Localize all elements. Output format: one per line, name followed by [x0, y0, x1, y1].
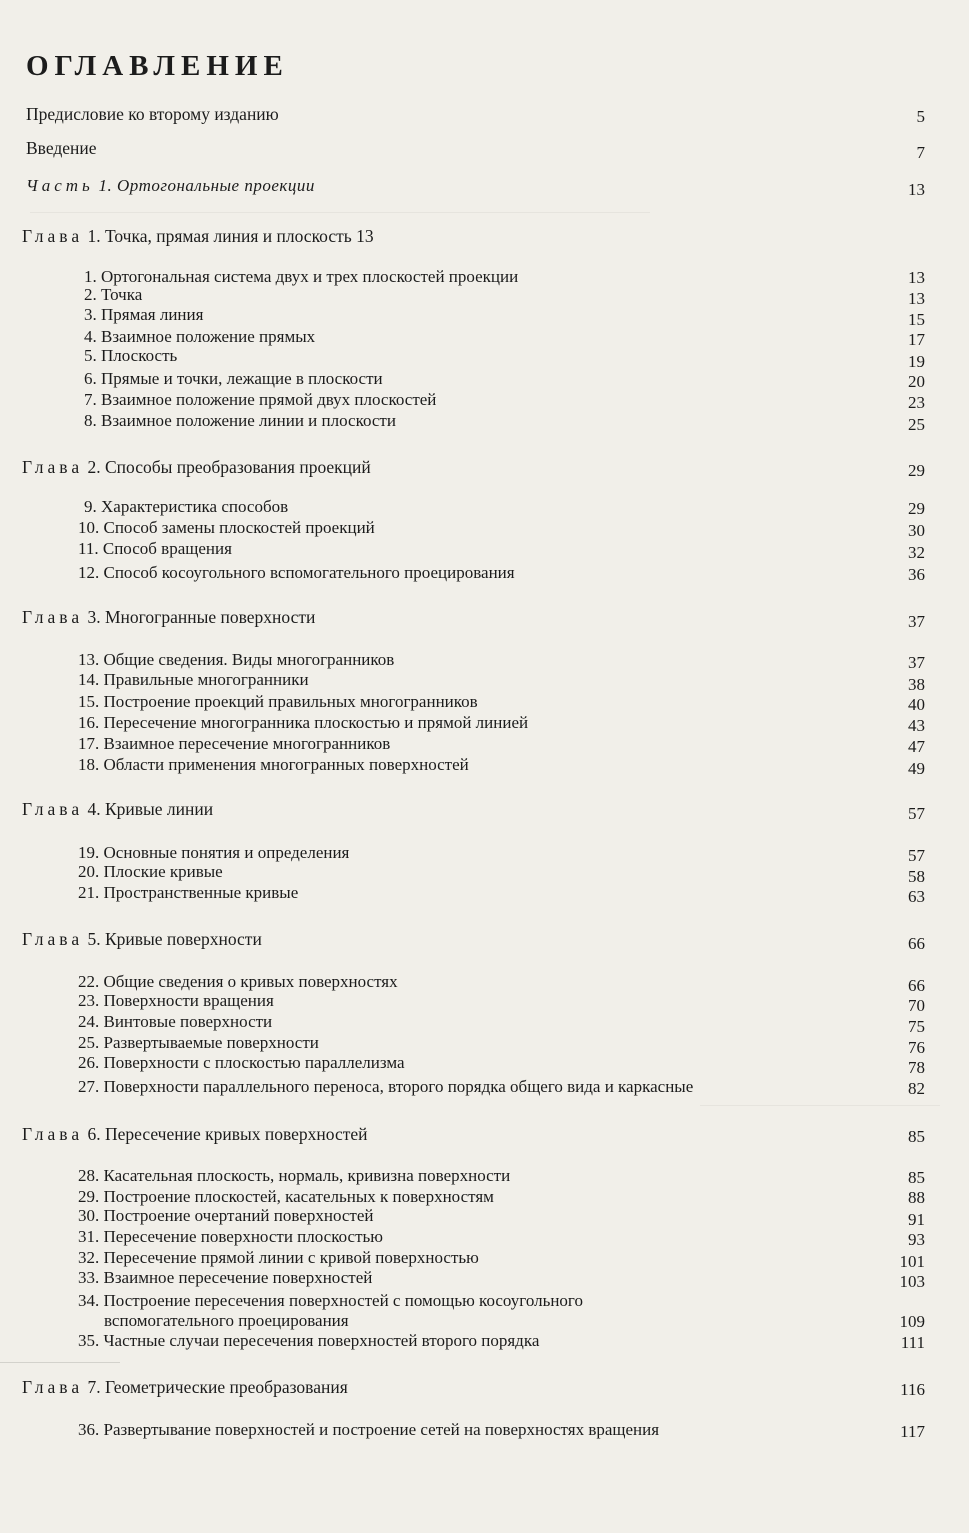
page-number: 49: [908, 759, 925, 778]
heading-prefix: Глава: [22, 799, 84, 819]
entry-title: 24. Винтовые поверхности: [78, 1012, 273, 1031]
part-heading: [26, 176, 315, 196]
page-number: 70: [908, 996, 925, 1015]
toc-item: [78, 734, 390, 754]
toc-item: [78, 1227, 383, 1247]
toc-item: [78, 1077, 693, 1097]
entry-title: 4. Кривые линии: [87, 799, 214, 819]
entry-title: 5. Плоскость: [84, 346, 178, 365]
toc-item: [78, 991, 274, 1011]
toc-item: [84, 305, 203, 325]
entry-title: 23. Поверхности вращения: [78, 991, 274, 1010]
entry-title: Введение: [26, 138, 97, 158]
entry-title: 22. Общие сведения о кривых поверхностях: [78, 972, 398, 991]
page-number: 40: [908, 695, 925, 714]
entry-title: 21. Пространственные кривые: [78, 883, 299, 902]
toc-item: [78, 883, 298, 903]
toc-item: [78, 1420, 659, 1440]
page-number: 58: [908, 867, 925, 886]
page-number: 66: [908, 934, 925, 953]
section-heading: [26, 138, 97, 158]
toc-item: [78, 843, 349, 863]
entry-title: 25. Развертываемые поверхности: [78, 1033, 319, 1052]
toc-item: [84, 411, 396, 431]
page-number: 13: [908, 268, 925, 287]
page-number: 91: [908, 1210, 925, 1229]
heading-prefix: Глава: [22, 226, 84, 246]
entry-title: 7. Геометрические преобразования: [87, 1377, 348, 1397]
entry-title: 30. Построение очертаний поверхностей: [78, 1206, 374, 1225]
entry-title: 9. Характеристика способов: [84, 497, 289, 516]
toc-item: [78, 972, 398, 992]
page-number: 19: [908, 352, 925, 371]
page-number: 13: [908, 180, 925, 199]
entry-title: 32. Пересечение прямой линии с кривой поверхностью: [78, 1248, 479, 1267]
entry-title: 35. Частные случаи пересечения поверхностей второго порядка: [78, 1331, 540, 1350]
entry-title: 6. Прямые и точки, лежащие в плоскости: [84, 369, 383, 388]
heading-prefix: Глава: [22, 1377, 84, 1397]
entry-title: 34. Построение пересечения поверхностей с помощью косоугольного: [78, 1291, 583, 1310]
page-number: 85: [908, 1168, 925, 1187]
toc-item: [78, 1248, 479, 1268]
toc-item: [84, 497, 288, 517]
toc-item: [84, 390, 436, 410]
toc-item: [84, 346, 177, 366]
page-number: 66: [908, 976, 925, 995]
page-number: 78: [908, 1058, 925, 1077]
chapter-heading: [22, 1124, 368, 1144]
toc-item: [84, 369, 383, 389]
chapter-heading: [22, 799, 213, 819]
page-number: 43: [908, 716, 925, 735]
chapter-heading: [22, 607, 315, 627]
entry-title: 14. Правильные многогранники: [78, 670, 309, 689]
entry-title: 11. Способ вращения: [78, 539, 232, 558]
entry-title: 19. Основные понятия и определения: [78, 843, 350, 862]
chapter-heading: [22, 226, 374, 246]
entry-title-continued: вспомогательного проецирования: [104, 1311, 349, 1330]
toc-item: [78, 1053, 405, 1073]
entry-title: 2. Способы преобразования проекций: [87, 457, 371, 477]
page-number: 85: [908, 1127, 925, 1146]
entry-title: 27. Поверхности параллельного переноса, второго порядка общего вида и каркасные: [78, 1077, 694, 1096]
entry-title: 4. Взаимное положение прямых: [84, 327, 316, 346]
entry-title: 20. Плоские кривые: [78, 862, 223, 881]
page-number: 57: [908, 846, 925, 865]
page-number: 103: [899, 1272, 925, 1291]
page-number: 29: [908, 461, 925, 480]
entry-title: 10. Способ замены плоскостей проекций: [78, 518, 375, 537]
entry-title: 3. Многогранные поверхности: [87, 607, 316, 627]
toc-item: [78, 670, 309, 690]
entry-title: 13. Общие сведения. Виды многогранников: [78, 650, 395, 669]
page-number: 111: [900, 1333, 925, 1352]
entry-title: 31. Пересечение поверхности плоскостью: [78, 1227, 383, 1246]
entry-title: 8. Взаимное положение линии и плоскости: [84, 411, 396, 430]
toc-item: [78, 650, 394, 670]
toc-item: [78, 755, 469, 775]
toc-item: [78, 1166, 510, 1186]
entry-title: 1. Ортогональные проекции: [98, 176, 315, 195]
page-number: 20: [908, 372, 925, 391]
chapter-heading: [22, 457, 371, 477]
page-number: 7: [916, 143, 925, 162]
entry-title: 2. Точка: [84, 285, 143, 304]
entry-title: 26. Поверхности с плоскостью параллелизма: [78, 1053, 405, 1072]
page-number: 23: [908, 393, 925, 412]
page-number: 47: [908, 737, 925, 756]
entry-title: 7. Взаимное положение прямой двух плоскостей: [84, 390, 437, 409]
show-through-mark: [700, 1105, 940, 1106]
page-number: 15: [908, 310, 925, 329]
entry-title: 17. Взаимное пересечение многогранников: [78, 734, 391, 753]
toc-item: [78, 1012, 272, 1032]
page-number: 37: [908, 653, 925, 672]
toc-item: [84, 267, 518, 287]
entry-title: 36. Развертывание поверхностей и построение сетей на поверхностях вращения: [78, 1420, 660, 1439]
toc-item: [78, 1187, 494, 1207]
page-number: 63: [908, 887, 925, 906]
entry-title: 16. Пересечение многогранника плоскостью и прямой линией: [78, 713, 529, 732]
page-number: 5: [916, 107, 925, 126]
toc-item: [78, 1033, 319, 1053]
page-number: 37: [908, 612, 925, 631]
page-number: 57: [908, 804, 925, 823]
chapter-heading: [22, 929, 262, 949]
toc-item: [78, 1291, 583, 1311]
page-number: 17: [908, 330, 925, 349]
show-through-mark: [0, 1362, 120, 1363]
entry-title: 1. Точка, прямая линия и плоскость 13: [87, 226, 374, 246]
page-number: 82: [908, 1079, 925, 1098]
toc-item: [78, 713, 528, 733]
page-number: 38: [908, 675, 925, 694]
heading-prefix: Часть: [26, 176, 94, 195]
entry-title: 29. Построение плоскостей, касательных к поверхностям: [78, 1187, 494, 1206]
entry-title: 33. Взаимное пересечение поверхностей: [78, 1268, 373, 1287]
entry-title: 6. Пересечение кривых поверхностей: [87, 1124, 368, 1144]
page-number: 75: [908, 1017, 925, 1036]
toc-item: [78, 518, 375, 538]
page-number: 29: [908, 499, 925, 518]
toc-item: [78, 539, 232, 559]
toc-item: [78, 1206, 374, 1226]
page-number: 116: [900, 1380, 925, 1399]
show-through-mark: [30, 212, 650, 213]
toc-item: [78, 1331, 539, 1351]
toc-item: [78, 692, 478, 712]
page-number: 25: [908, 415, 925, 434]
page-number: 109: [899, 1312, 925, 1331]
heading-prefix: Глава: [22, 457, 84, 477]
heading-prefix: Глава: [22, 1124, 84, 1144]
chapter-heading: [22, 1377, 348, 1397]
heading-prefix: Глава: [22, 929, 84, 949]
entry-title: 12. Способ косоугольного вспомогательного проецирования: [78, 563, 515, 582]
entry-title: 18. Области применения многогранных поверхностей: [78, 755, 469, 774]
toc-item: [78, 563, 515, 583]
entry-title: Предисловие ко второму изданию: [26, 104, 279, 124]
toc-item: [84, 285, 142, 305]
page-number: 93: [908, 1230, 925, 1249]
page-number: 30: [908, 521, 925, 540]
page-number: 32: [908, 543, 925, 562]
page-number: 36: [908, 565, 925, 584]
page-number: 76: [908, 1038, 925, 1057]
page-number: 117: [900, 1422, 925, 1441]
toc-item: [78, 862, 223, 882]
entry-title: 5. Кривые поверхности: [87, 929, 262, 949]
page-title: ОГЛАВЛЕНИЕ: [26, 50, 289, 82]
entry-title: 15. Построение проекций правильных многогранников: [78, 692, 478, 711]
toc-item: [78, 1268, 372, 1288]
section-heading: [26, 104, 279, 124]
toc-item: [84, 327, 315, 347]
page-number: 13: [908, 289, 925, 308]
page-number: 88: [908, 1188, 925, 1207]
heading-prefix: Глава: [22, 607, 84, 627]
entry-title: 3. Прямая линия: [84, 305, 204, 324]
entry-title: 1. Ортогональная система двух и трех плоскостей проекции: [84, 267, 519, 286]
entry-title: 28. Касательная плоскость, нормаль, кривизна поверхности: [78, 1166, 511, 1185]
page-number: 101: [899, 1252, 925, 1271]
